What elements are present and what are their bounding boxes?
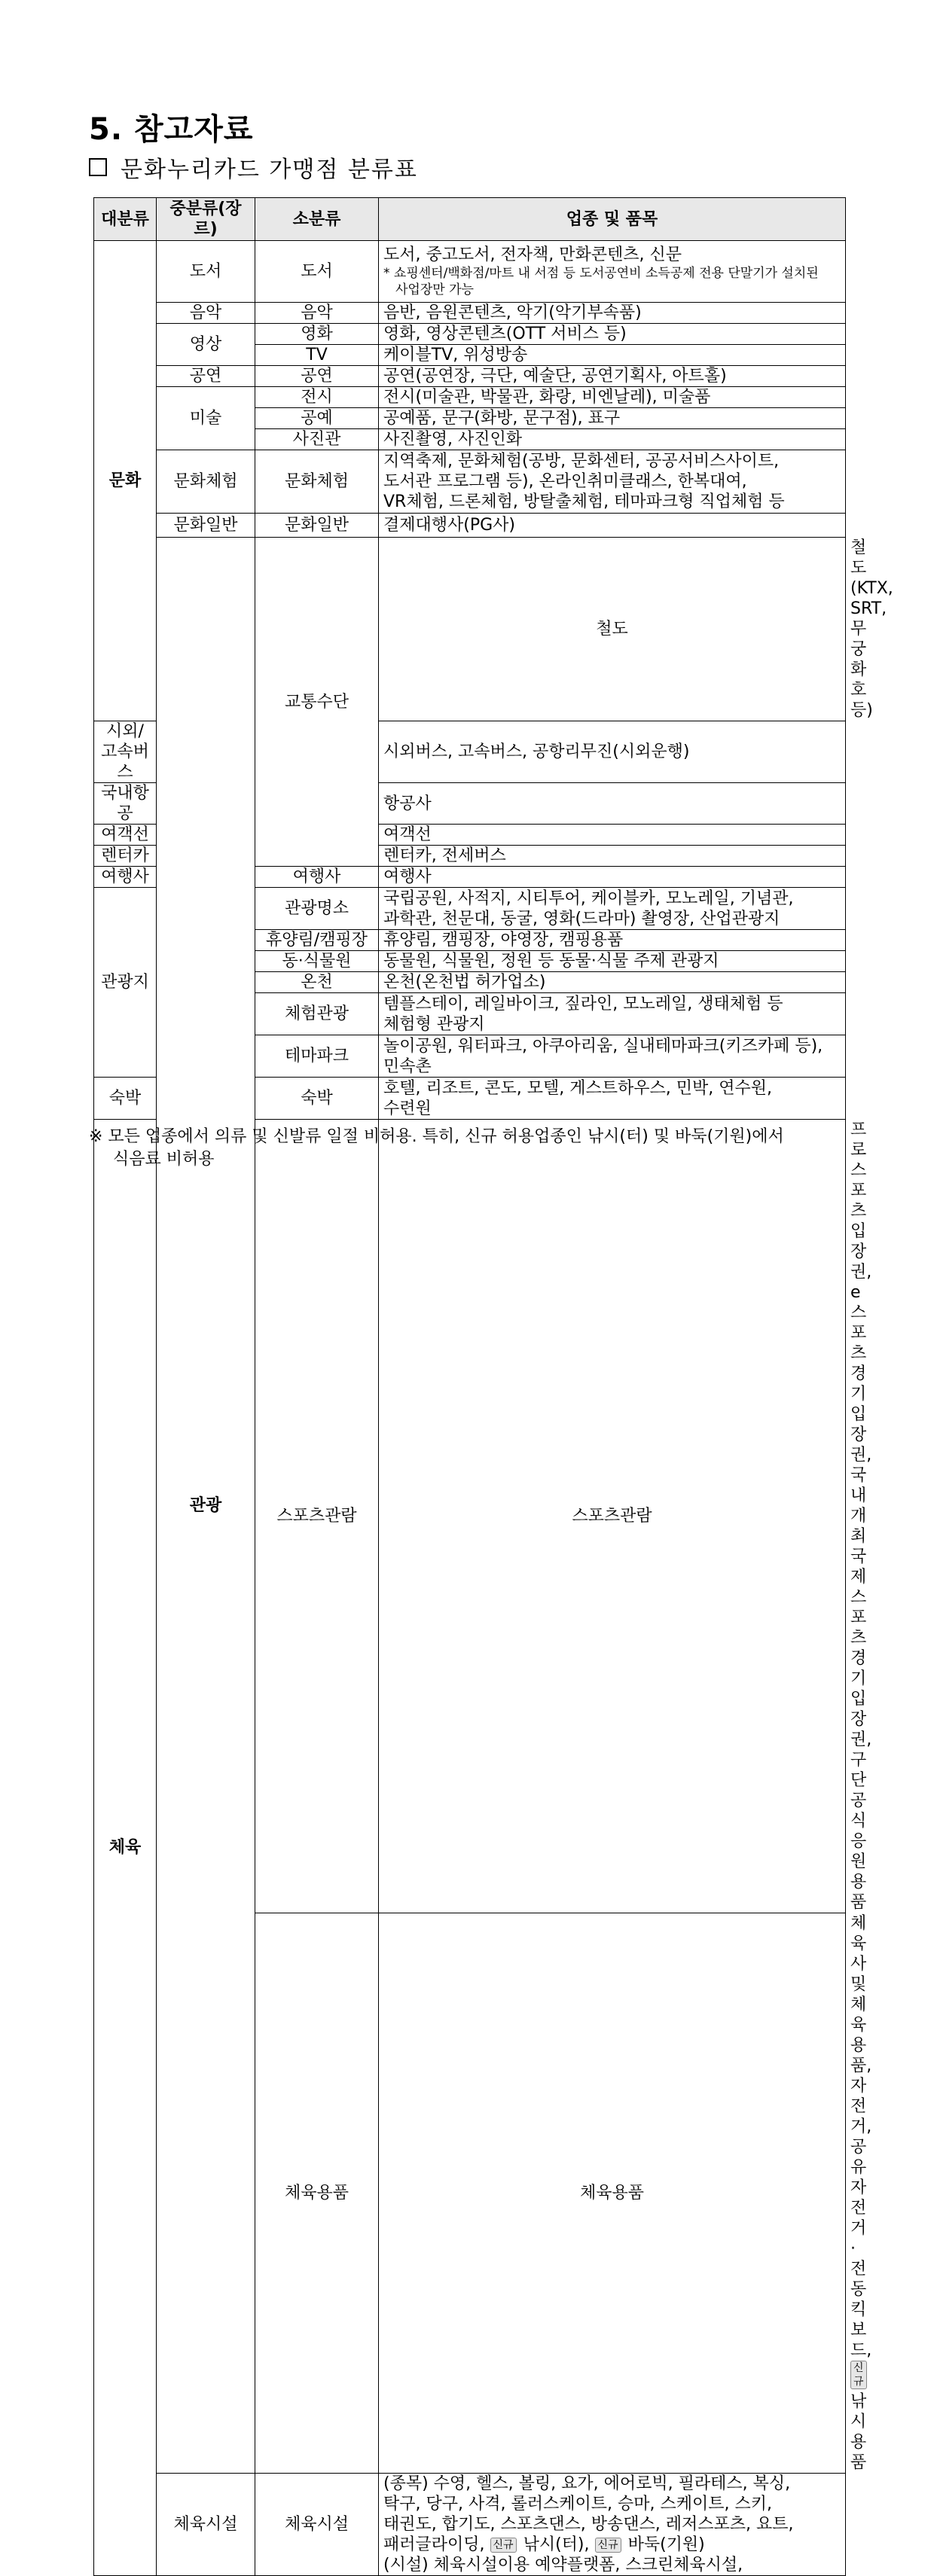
mid-book: 도서 — [157, 241, 255, 303]
checkbox-icon — [89, 158, 107, 176]
group-tourism: 관광 — [157, 538, 255, 2474]
header-mid: 중분류(장르) — [157, 198, 255, 241]
items-themepark-2: 민속촌 — [383, 1056, 432, 1076]
sub-rail: 철도 — [379, 538, 846, 721]
footnote — [89, 1126, 850, 1171]
mid-music: 음악 — [157, 303, 255, 324]
sub-facilities: 체육시설 — [255, 2474, 379, 2576]
items-general: 결제대행사(PG사) — [379, 514, 846, 538]
table-row — [94, 387, 846, 408]
table-row — [94, 324, 846, 345]
sub-hotspring: 온천 — [255, 972, 379, 993]
sub-perform: 공연 — [255, 366, 379, 387]
sub-camping: 휴양림/캠핑장 — [255, 930, 379, 951]
items-facilities-4a: 패러글라이딩, — [383, 2535, 485, 2554]
sub-agency: 여행사 — [255, 867, 379, 888]
items-book-note-2: 사업장만 가능 — [395, 282, 474, 297]
items-experience-tour — [379, 993, 846, 1035]
items-facilities-2: 탁구, 당구, 사격, 롤러스케이트, 승마, 스케이트, 스키, — [383, 2495, 772, 2514]
mid-attractions: 관광지 — [94, 888, 157, 1078]
items-experience-tour-2: 체험형 관광지 — [383, 1014, 485, 1034]
items-exhibit: 전시(미술관, 박물관, 화랑, 비엔날레), 미술품 — [379, 387, 846, 408]
group-culture: 문화 — [94, 241, 157, 721]
sub-bus: 시외/고속버스 — [94, 721, 157, 783]
mid-general: 문화일반 — [157, 514, 255, 538]
mid-perform: 공연 — [157, 366, 255, 387]
table-row — [94, 450, 846, 514]
items-book-note: * 쇼핑센터/백화점/마트 내 서점 등 도서공연비 소득공제 전용 단말기가 설치된 — [383, 266, 819, 281]
items-photo: 사진촬영, 사진인화 — [379, 429, 846, 450]
mid-art: 미술 — [157, 387, 255, 450]
footnote-line-1: ※ 모든 업종에서 의류 및 신발류 일절 비허용. 특히, 신규 허용업종인 낚시(터) 및 바둑(기원)에서 — [89, 1127, 784, 1146]
items-lodging-2: 수련원 — [383, 1099, 432, 1118]
new-badge: 신규 — [595, 2538, 621, 2553]
items-goods-text: 체육사 및 체육용품, 자전거, 공유자전거·전동킥보드, — [850, 1914, 872, 2360]
new-badge: 신규 — [850, 2361, 867, 2389]
sub-ferry: 여객선 — [94, 825, 157, 846]
table-row: 체육 스포츠관람 스포츠관람 프로스포츠 입장권, e스포츠 경기 입장권, 국내 개최 국제스포츠경기 입장권, 구단 공식 응원용품 — [94, 1120, 846, 1913]
items-lodging — [379, 1078, 846, 1120]
sub-book: 도서 — [255, 241, 379, 303]
items-landmark-2: 과학관, 천문대, 동굴, 영화(드라마) 촬영장, 산업관광지 — [383, 909, 780, 928]
items-craft: 공예품, 문구(화방, 문구점), 표구 — [379, 408, 846, 429]
items-zoo: 동물원, 식물원, 정원 등 동물·식물 주제 관광지 — [379, 951, 846, 972]
items-experience-1: 지역축제, 문화체험(공방, 문화센터, 공공서비스사이트, — [383, 452, 780, 471]
items-perform: 공연(공연장, 극단, 예술단, 공연기획사, 아트홀) — [379, 366, 846, 387]
items-book-text: 도서, 중고도서, 전자책, 만화콘텐츠, 신문 — [383, 245, 682, 264]
items-experience-2: 도서관 프로그램 등), 온라인취미클래스, 한복대여, — [383, 472, 747, 491]
table-row — [94, 366, 846, 387]
items-lodging-1: 호텔, 리조트, 콘도, 모텔, 게스트하우스, 민박, 연수원, — [383, 1078, 772, 1098]
sub-themepark: 테마파크 — [255, 1035, 379, 1078]
items-rentcar: 렌터카, 전세버스 — [379, 846, 846, 867]
items-agency: 여행사 — [379, 867, 846, 888]
mid-transport: 교통수단 — [255, 538, 379, 867]
items-hotspring: 온천(온천법 허가업소) — [379, 972, 846, 993]
table-row — [94, 514, 846, 538]
mid-video: 영상 — [157, 324, 255, 366]
items-facilities-1: (종목) 수영, 헬스, 볼링, 요가, 에어로빅, 필라테스, 복싱, — [383, 2474, 791, 2493]
mid-experience: 문화체험 — [157, 450, 255, 514]
header-sub: 소분류 — [255, 198, 379, 241]
sub-movie: 영화 — [255, 324, 379, 345]
items-facilities-4b: 낚시(터), — [523, 2535, 590, 2554]
sub-music: 음악 — [255, 303, 379, 324]
items-facilities-4c: 바둑(기원) — [627, 2535, 705, 2554]
sub-lodging: 숙박 — [255, 1078, 379, 1120]
sub-tv: TV — [255, 345, 379, 366]
table-row: 관광 교통수단 철도 철도(KTX, SRT, 무궁화호 등) — [94, 538, 846, 721]
sub-rentcar: 렌터카 — [94, 846, 157, 867]
subtitle-text: 문화누리카드 가맹점 분류표 — [121, 157, 418, 183]
items-experience — [379, 450, 846, 514]
classification-table — [93, 197, 893, 2576]
items-facilities-3: 태권도, 합기도, 스포츠댄스, 방송댄스, 레저스포츠, 요트, — [383, 2515, 794, 2534]
sub-photo: 사진관 — [255, 429, 379, 450]
items-goods-fishing: 낚시용품 — [850, 2392, 867, 2472]
header-row — [94, 198, 846, 241]
footnote-line-2: 식음료 비허용 — [113, 1150, 215, 1169]
table-row — [94, 241, 846, 303]
page-title: 5. 참고자료 — [89, 112, 254, 147]
new-badge: 신규 — [490, 2538, 517, 2553]
sub-experience: 문화체험 — [255, 450, 379, 514]
mid-agency: 여행사 — [94, 867, 157, 888]
sub-landmark: 관광명소 — [255, 888, 379, 930]
items-music: 음반, 음원콘텐츠, 악기(악기부속품) — [379, 303, 846, 324]
items-facilities-5: (시설) 체육시설이용 예약플랫폼, 스크린체육시설, — [383, 2556, 743, 2574]
items-themepark — [379, 1035, 846, 1078]
items-movie: 영화, 영상콘텐츠(OTT 서비스 등) — [379, 324, 846, 345]
sub-exhibit: 전시 — [255, 387, 379, 408]
sub-experience-tour: 체험관광 — [255, 993, 379, 1035]
group-sports: 체육 — [94, 1120, 157, 2576]
header-items: 업종 및 품목 — [379, 198, 846, 241]
mid-goods: 체육용품 — [255, 1913, 379, 2474]
sub-general: 문화일반 — [255, 514, 379, 538]
sub-zoo: 동·식물원 — [255, 951, 379, 972]
items-tv: 케이블TV, 위성방송 — [379, 345, 846, 366]
items-facilities — [379, 2474, 846, 2576]
items-bus: 시외버스, 고속버스, 공항리무진(시외운행) — [379, 721, 846, 783]
table-row — [94, 2474, 846, 2576]
mid-lodging: 숙박 — [94, 1078, 157, 1120]
mid-facilities: 체육시설 — [157, 2474, 255, 2576]
subtitle — [89, 151, 418, 184]
items-camping: 휴양림, 캠핑장, 야영장, 캠핑용품 — [379, 930, 846, 951]
items-themepark-1: 놀이공원, 워터파크, 아쿠아리움, 실내테마파크(키즈카페 등), — [383, 1036, 823, 1056]
items-facilities-4 — [383, 2535, 841, 2555]
items-ferry: 여객선 — [379, 825, 846, 846]
items-landmark-1: 국립공원, 사적지, 시티투어, 케이블카, 모노레일, 기념관, — [383, 889, 794, 908]
items-experience-3: VR체험, 드론체험, 방탈출체험, 테마파크형 직업체험 등 — [383, 492, 785, 511]
sub-craft: 공예 — [255, 408, 379, 429]
items-book — [379, 241, 846, 303]
items-air: 항공사 — [379, 783, 846, 825]
sub-goods: 체육용품 — [379, 1913, 846, 2474]
sub-air: 국내항공 — [94, 783, 157, 825]
mid-spectate: 스포츠관람 — [255, 1120, 379, 1913]
items-landmark — [379, 888, 846, 930]
table-row — [94, 303, 846, 324]
items-experience-tour-1: 템플스테이, 레일바이크, 짚라인, 모노레일, 생태체험 등 — [383, 994, 783, 1014]
sub-spectate: 스포츠관람 — [379, 1120, 846, 1913]
header-major: 대분류 — [94, 198, 157, 241]
